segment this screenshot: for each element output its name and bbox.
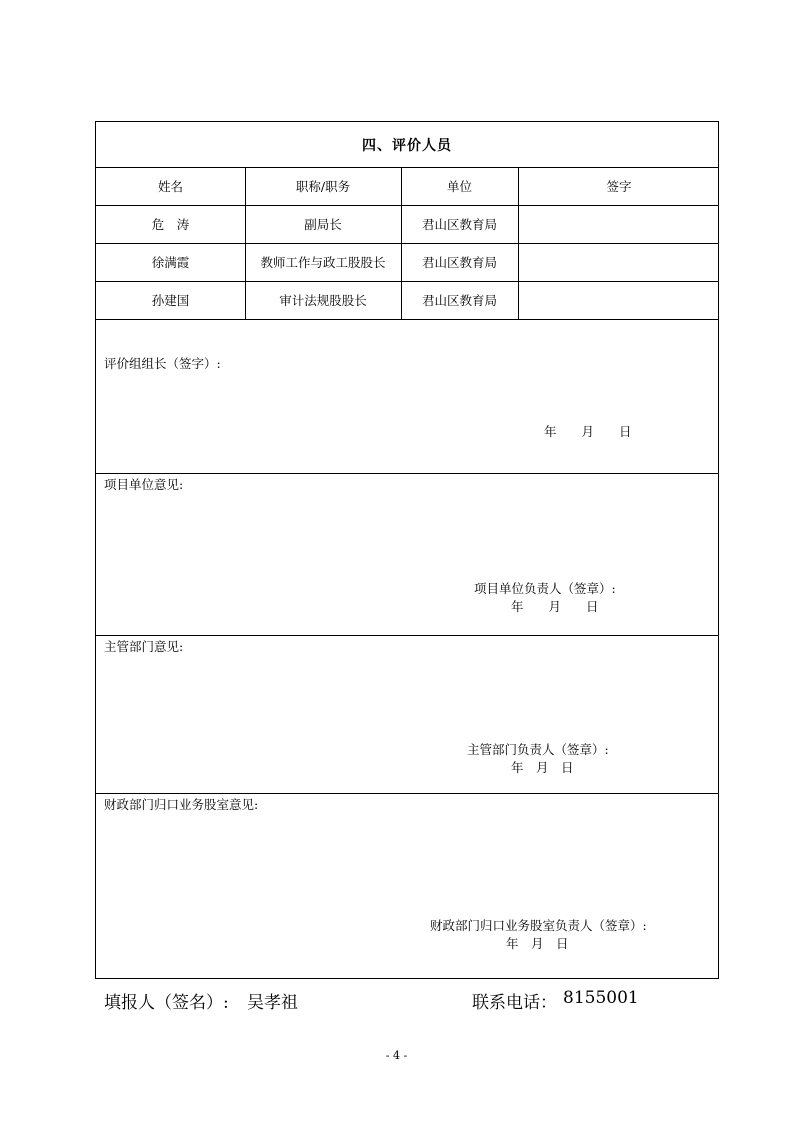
unit-opinion-label: 项目单位意见:: [104, 477, 184, 492]
dept-signer-label: 主管部门负责人（签章）:: [467, 742, 609, 757]
header-title: 职称/职务: [295, 179, 351, 194]
section-title: 四、评价人员: [362, 137, 452, 154]
rule-leader-block: [96, 473, 718, 474]
finance-signer-label: 财政部门归口业务股室负责人（签章）:: [430, 918, 647, 933]
filler-name: 吴孝祖: [247, 993, 298, 1013]
rule-dept-block: [96, 793, 718, 794]
rule-unit-block: [96, 635, 718, 636]
row-1-name: 危 涛: [151, 217, 190, 232]
leader-signature-label: 评价组组长（签字）:: [104, 356, 221, 371]
filler-label: 填报人（签名）:: [104, 993, 229, 1013]
row-2-signature: [518, 243, 720, 281]
row-1-unit: 君山区教育局: [421, 217, 497, 232]
finance-date: 年 月 日: [506, 936, 569, 951]
header-signature: 签字: [606, 179, 632, 194]
row-3-name: 孙建国: [151, 293, 190, 308]
evaluation-form: [95, 121, 719, 979]
row-2-unit: 君山区教育局: [421, 255, 497, 270]
header-unit: 单位: [446, 179, 472, 194]
row-1-signature: [518, 205, 720, 243]
row-3-unit: 君山区教育局: [421, 293, 497, 308]
dept-opinion-label: 主管部门意见:: [104, 639, 184, 654]
row-2-title: 教师工作与政工股股长: [260, 255, 386, 270]
row-3-signature: [518, 281, 720, 319]
finance-opinion-label: 财政部门归口业务股室意见:: [104, 797, 259, 812]
rule-row-3: [96, 319, 718, 320]
unit-signer-label: 项目单位负责人（签章）:: [474, 581, 616, 596]
dept-date: 年 月 日: [511, 760, 574, 775]
leader-date: 年 月 日: [544, 424, 632, 439]
row-2-name: 徐满霞: [151, 255, 190, 270]
phone-label: 联系电话：: [472, 993, 557, 1013]
header-name: 姓名: [157, 179, 183, 194]
unit-date: 年 月 日: [511, 599, 599, 614]
row-3-title: 审计法规股股长: [279, 293, 367, 308]
phone-number: 8155001: [563, 988, 639, 1008]
row-1-title: 副局长: [304, 217, 342, 232]
page-number: - 4 -: [385, 1049, 408, 1062]
